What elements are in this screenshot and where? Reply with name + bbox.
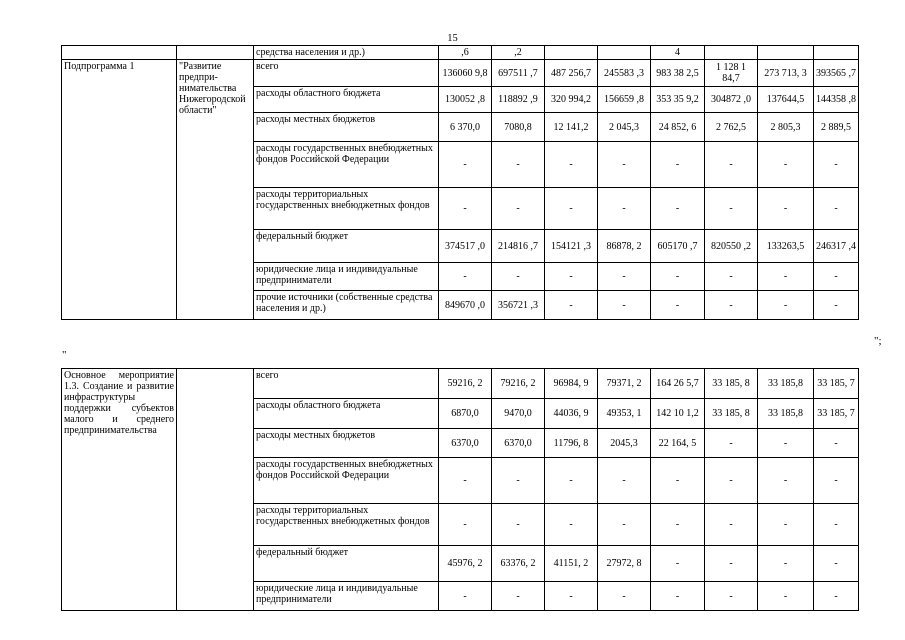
value-cell: - xyxy=(598,504,651,546)
value-cell: - xyxy=(545,582,598,611)
closing-quote: "; xyxy=(874,335,882,347)
value-cell: - xyxy=(545,504,598,546)
row-label: расходы государственных внебюджетных фондов Российской Федерации xyxy=(254,142,439,188)
value-cell: - xyxy=(598,458,651,504)
value-cell: - xyxy=(492,582,545,611)
value-cell: - xyxy=(439,142,492,188)
value-cell: - xyxy=(598,188,651,230)
program-label: Основное мероприятие 1.3. Создание и развитие инфраструктуры поддержки субъектов малого и среднего предпринимательства xyxy=(62,369,177,611)
value-cell: - xyxy=(545,291,598,320)
value-cell: - xyxy=(545,263,598,291)
value-cell: - xyxy=(758,291,814,320)
value-cell: - xyxy=(705,429,758,458)
value-cell: 214816 ,7 xyxy=(492,230,545,263)
value-cell: 45976, 2 xyxy=(439,546,492,582)
table-row xyxy=(62,46,859,60)
value-cell: - xyxy=(705,546,758,582)
value-cell: - xyxy=(492,504,545,546)
value-cell: 353 35 9,2 xyxy=(651,87,705,113)
value-cell: - xyxy=(814,582,859,611)
value-cell: 136060 9,8 xyxy=(439,60,492,87)
value-cell: 164 26 5,7 xyxy=(651,369,705,399)
value-cell: - xyxy=(814,291,859,320)
value-cell: 356721 ,3 xyxy=(492,291,545,320)
value-cell: 133263,5 xyxy=(758,230,814,263)
value-cell: - xyxy=(705,291,758,320)
value-cell: - xyxy=(651,582,705,611)
value-cell: 12 141,2 xyxy=(545,113,598,142)
value-cell: 33 185, 8 xyxy=(705,369,758,399)
row-label: расходы областного бюджета xyxy=(254,399,439,429)
value-cell: 33 185,8 xyxy=(758,369,814,399)
value-cell: 983 38 2,5 xyxy=(651,60,705,87)
value-cell: - xyxy=(545,458,598,504)
value-cell: 4 xyxy=(651,46,705,60)
value-cell: 6 370,0 xyxy=(439,113,492,142)
value-cell: - xyxy=(492,458,545,504)
empty-cell xyxy=(62,46,177,60)
value-cell: - xyxy=(492,263,545,291)
value-cell: - xyxy=(814,546,859,582)
value-cell: - xyxy=(705,263,758,291)
value-cell: 33 185, 8 xyxy=(705,399,758,429)
value-cell: 304872 ,0 xyxy=(705,87,758,113)
empty-cell xyxy=(177,369,254,611)
value-cell: - xyxy=(758,142,814,188)
table-row xyxy=(62,369,859,399)
lower-budget-table xyxy=(61,368,859,611)
value-cell: - xyxy=(758,429,814,458)
value-cell: 1 128 1 84,7 xyxy=(705,60,758,87)
value-cell: 63376, 2 xyxy=(492,546,545,582)
value-cell: 156659 ,8 xyxy=(598,87,651,113)
value-cell: - xyxy=(758,188,814,230)
value-cell: - xyxy=(705,458,758,504)
value-cell: - xyxy=(814,142,859,188)
value-cell: - xyxy=(814,263,859,291)
value-cell: 374517 ,0 xyxy=(439,230,492,263)
value-cell: - xyxy=(814,188,859,230)
row-label: всего xyxy=(254,369,439,399)
value-cell: 820550 ,2 xyxy=(705,230,758,263)
value-cell: - xyxy=(651,142,705,188)
value-cell: 130052 ,8 xyxy=(439,87,492,113)
value-cell xyxy=(814,46,859,60)
value-cell: 697511 ,7 xyxy=(492,60,545,87)
value-cell: - xyxy=(598,582,651,611)
value-cell: ,2 xyxy=(492,46,545,60)
value-cell: - xyxy=(814,458,859,504)
row-label: федеральный бюджет xyxy=(254,546,439,582)
value-cell: - xyxy=(758,582,814,611)
value-cell: 22 164, 5 xyxy=(651,429,705,458)
row-label: расходы местных бюджетов xyxy=(254,429,439,458)
value-cell xyxy=(705,46,758,60)
value-cell: 41151, 2 xyxy=(545,546,598,582)
value-cell: 273 713, 3 xyxy=(758,60,814,87)
row-label: всего xyxy=(254,60,439,87)
value-cell: - xyxy=(705,582,758,611)
value-cell: ,6 xyxy=(439,46,492,60)
value-cell: - xyxy=(705,188,758,230)
value-cell: 33 185, 7 xyxy=(814,369,859,399)
value-cell: - xyxy=(651,504,705,546)
value-cell: 86878, 2 xyxy=(598,230,651,263)
program-label: Подпрограмма 1 xyxy=(62,60,177,320)
upper-budget-table xyxy=(61,45,859,320)
value-cell: 33 185,8 xyxy=(758,399,814,429)
value-cell: - xyxy=(758,504,814,546)
row-label: федеральный бюджет xyxy=(254,230,439,263)
value-cell: 6870,0 xyxy=(439,399,492,429)
value-cell: 137644,5 xyxy=(758,87,814,113)
value-cell: - xyxy=(758,263,814,291)
value-cell: - xyxy=(492,142,545,188)
value-cell: - xyxy=(439,458,492,504)
page-number: 15 xyxy=(447,33,458,44)
row-label: юридические лица и индивидуальные предприниматели xyxy=(254,582,439,611)
value-cell: 11796, 8 xyxy=(545,429,598,458)
value-cell: 605170 ,7 xyxy=(651,230,705,263)
value-cell: 7080,8 xyxy=(492,113,545,142)
value-cell: 44036, 9 xyxy=(545,399,598,429)
value-cell: 27972, 8 xyxy=(598,546,651,582)
value-cell: - xyxy=(705,142,758,188)
value-cell: 2045,3 xyxy=(598,429,651,458)
value-cell xyxy=(545,46,598,60)
value-cell: 6370,0 xyxy=(439,429,492,458)
value-cell xyxy=(598,46,651,60)
value-cell: 393565 ,7 xyxy=(814,60,859,87)
value-cell: 2 045,3 xyxy=(598,113,651,142)
value-cell: 320 994,2 xyxy=(545,87,598,113)
row-label: прочие источники (собственные средства населения и др.) xyxy=(254,291,439,320)
value-cell: - xyxy=(439,263,492,291)
empty-cell xyxy=(177,46,254,60)
value-cell: 154121 ,3 xyxy=(545,230,598,263)
value-cell: 118892 ,9 xyxy=(492,87,545,113)
opening-quote: " xyxy=(62,349,67,361)
value-cell: - xyxy=(598,291,651,320)
row-label: средства населения и др.) xyxy=(254,46,439,60)
value-cell: - xyxy=(545,188,598,230)
value-cell: - xyxy=(758,546,814,582)
value-cell: 33 185, 7 xyxy=(814,399,859,429)
project-label: "Развитие предпри-нимательства Нижегородской области" xyxy=(177,60,254,320)
value-cell: - xyxy=(439,504,492,546)
value-cell: 6370,0 xyxy=(492,429,545,458)
row-label: расходы территориальных государственных внебюджетных фондов xyxy=(254,504,439,546)
table-row xyxy=(62,60,859,87)
value-cell: - xyxy=(651,263,705,291)
value-cell: 2 889,5 xyxy=(814,113,859,142)
value-cell: - xyxy=(598,142,651,188)
row-label: расходы государственных внебюджетных фондов Российской Федерации xyxy=(254,458,439,504)
value-cell: - xyxy=(814,429,859,458)
value-cell: 245583 ,3 xyxy=(598,60,651,87)
value-cell: - xyxy=(439,188,492,230)
value-cell: 24 852, 6 xyxy=(651,113,705,142)
value-cell: - xyxy=(651,546,705,582)
value-cell: 79216, 2 xyxy=(492,369,545,399)
value-cell: 142 10 1,2 xyxy=(651,399,705,429)
row-label: расходы областного бюджета xyxy=(254,87,439,113)
row-label: расходы местных бюджетов xyxy=(254,113,439,142)
row-label: расходы территориальных государственных внебюджетных фондов xyxy=(254,188,439,230)
value-cell: - xyxy=(545,142,598,188)
value-cell: 2 805,3 xyxy=(758,113,814,142)
value-cell xyxy=(758,46,814,60)
value-cell: - xyxy=(492,188,545,230)
value-cell: - xyxy=(598,263,651,291)
value-cell: 96984, 9 xyxy=(545,369,598,399)
value-cell: - xyxy=(651,291,705,320)
value-cell: 59216, 2 xyxy=(439,369,492,399)
value-cell: - xyxy=(651,458,705,504)
value-cell: - xyxy=(439,582,492,611)
value-cell: 49353, 1 xyxy=(598,399,651,429)
value-cell: 2 762,5 xyxy=(705,113,758,142)
value-cell: - xyxy=(814,504,859,546)
value-cell: - xyxy=(758,458,814,504)
value-cell: - xyxy=(705,504,758,546)
value-cell: 849670 ,0 xyxy=(439,291,492,320)
value-cell: 144358 ,8 xyxy=(814,87,859,113)
value-cell: - xyxy=(651,188,705,230)
value-cell: 487 256,7 xyxy=(545,60,598,87)
value-cell: 79371, 2 xyxy=(598,369,651,399)
row-label: юридические лица и индивидуальные предприниматели xyxy=(254,263,439,291)
value-cell: 9470,0 xyxy=(492,399,545,429)
value-cell: 246317 ,4 xyxy=(814,230,859,263)
